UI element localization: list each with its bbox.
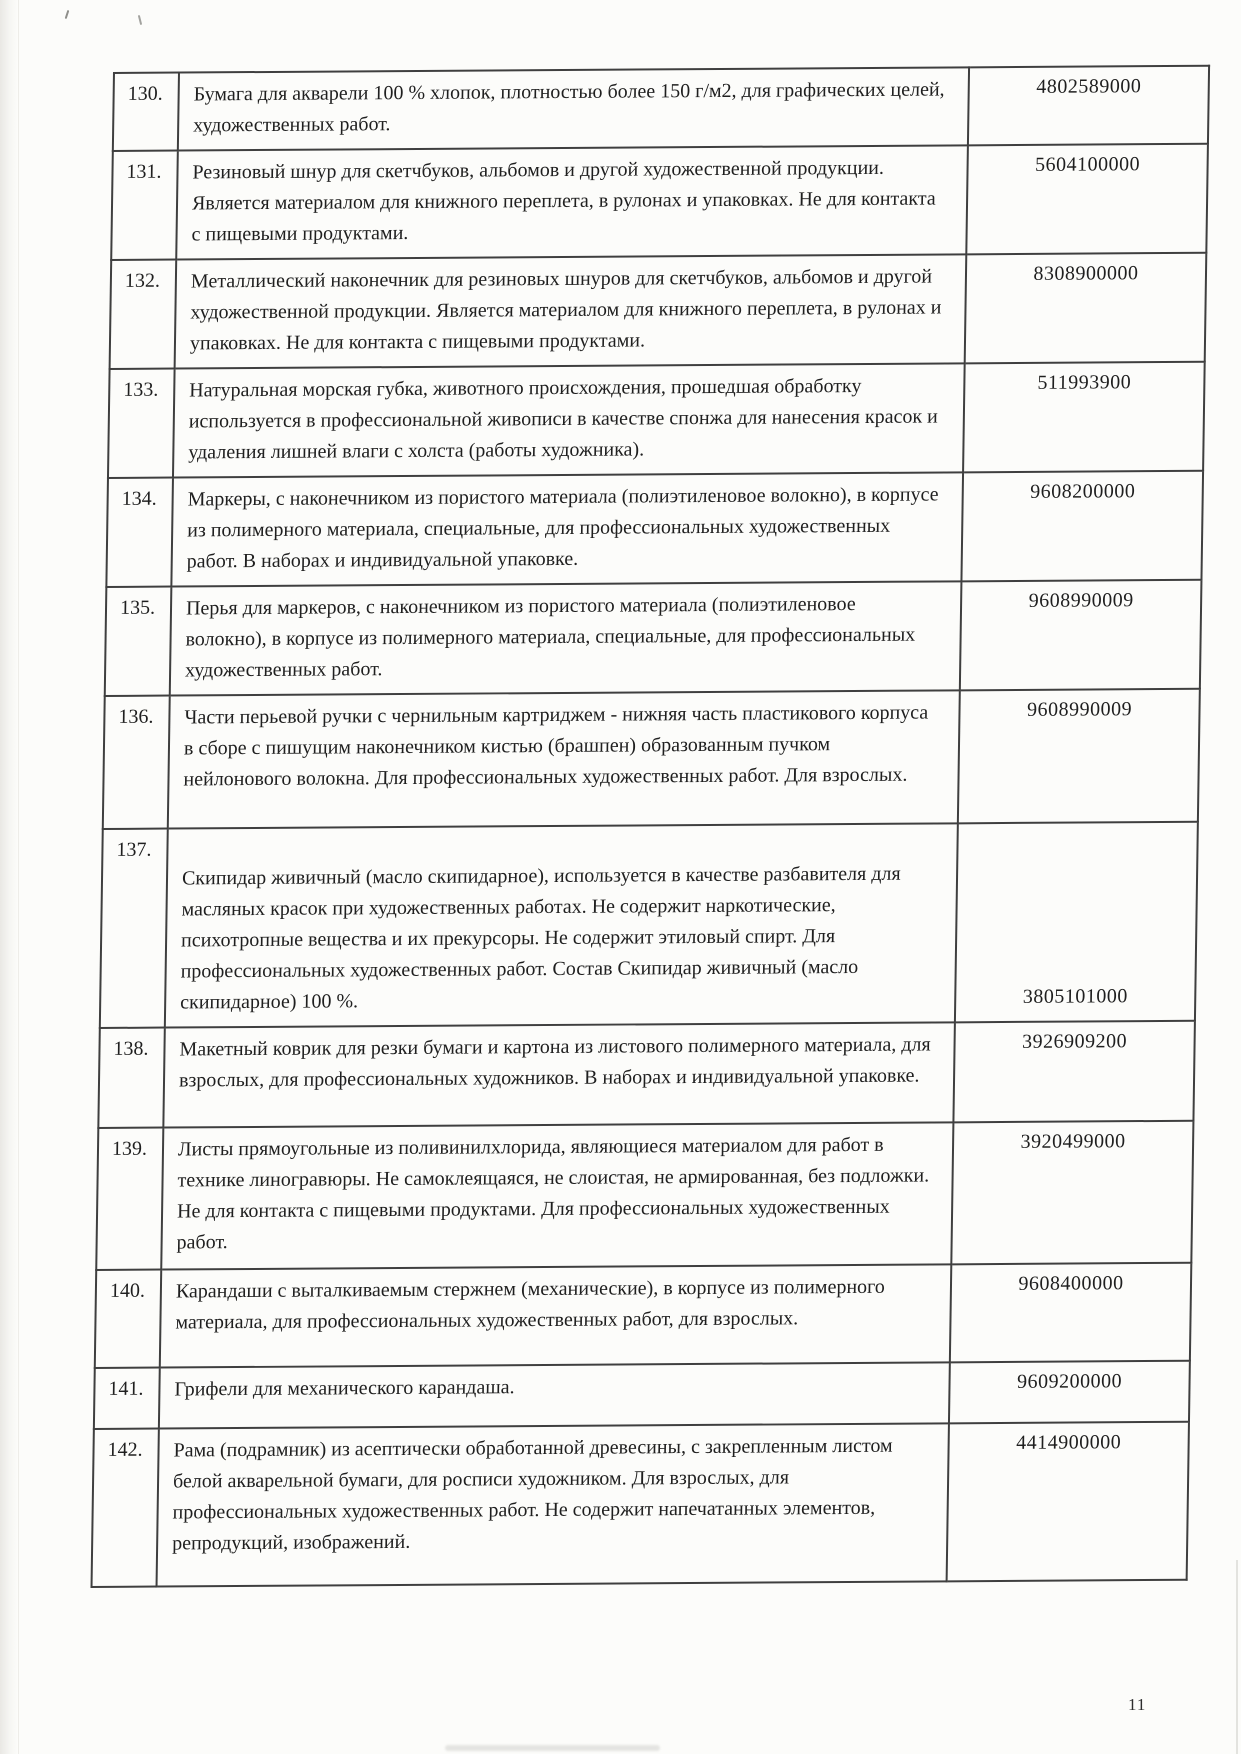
- row-description-cell: Скипидар живичный (масло скипидарное), используется в качестве разбавителя для масляных красок при художественных работах. Не содержит наркотические, психотропные вещества и их прекурсоры. Не содержит этиловый спирт. Для профессиональных художественных работ. Состав Скипидар живичный (масло скипидарное) 100 %.: [165, 823, 958, 1027]
- goods-table-body: [92, 66, 1210, 1587]
- row-description-cell: Бумага для акварели 100 % хлопок, плотностью более 150 г/м2, для графических целей, художественных работ.: [178, 67, 969, 150]
- table-row: [94, 1361, 1190, 1429]
- row-code-cell: 3805101000: [955, 822, 1198, 1023]
- row-description-cell: Металлический наконечник для резиновых шнуров для скетчбуков, альбомов и другой художественной продукции. Является материалом для книжного переплета, в рулонах и упаковках. Не для контакта с пищевыми продуктами.: [175, 254, 967, 368]
- row-description-cell: Перья для маркеров, с наконечником из пористого материала (полиэтиленовое волокно), в корпусе из полимерного материала, специальные, для профессиональных художественных работ.: [170, 581, 962, 695]
- row-number-cell: 136.: [103, 696, 170, 829]
- row-code-cell: 3926909200: [953, 1021, 1195, 1123]
- row-description-cell: Маркеры, с наконечником из пористого материала (полиэтиленовое волокно), в корпусе из полимерного материала, специальные, для профессиональных художественных работ. В наборах и индивидуальной упаковке.: [171, 472, 963, 586]
- row-number-cell: 135.: [105, 587, 172, 696]
- table-row: [110, 253, 1207, 369]
- row-number-cell: 134.: [106, 478, 173, 587]
- row-code-cell: 9609200000: [949, 1361, 1190, 1424]
- row-description-cell: Резиновый шнур для скетчбуков, альбомов и другой художественной продукции. Является материалом для книжного переплета, в рулонах и упаковках. Не для контакта с пищевыми продуктами.: [176, 145, 968, 259]
- table-row: [103, 689, 1200, 829]
- scan-speck-artifact: [138, 15, 142, 25]
- row-number-cell: 138.: [98, 1028, 164, 1128]
- row-number-cell: 130.: [113, 73, 179, 151]
- row-code-cell: 5604100000: [966, 144, 1208, 255]
- table-row: [111, 144, 1208, 260]
- row-number-cell: 137.: [100, 829, 168, 1028]
- row-code-cell: 9608200000: [961, 471, 1203, 582]
- row-number-cell: 139.: [96, 1128, 163, 1270]
- row-number-cell: 140.: [95, 1270, 161, 1368]
- row-number-cell: 142.: [92, 1429, 159, 1587]
- row-description-cell: Макетный коврик для резки бумаги и картона из листового полимерного материала, для взрослых, для профессиональных художников. В наборах и индивидуальной упаковке.: [163, 1022, 955, 1127]
- goods-table-wrapper: [91, 65, 1211, 1588]
- row-code-cell: 4802589000: [968, 66, 1209, 146]
- row-code-cell: 4414900000: [947, 1422, 1189, 1582]
- row-code-cell: 511993900: [963, 362, 1205, 473]
- row-code-cell: 9608990009: [960, 580, 1202, 691]
- row-code-cell: 8308900000: [965, 253, 1207, 364]
- row-number-cell: 132.: [110, 260, 177, 369]
- row-number-cell: 141.: [94, 1368, 160, 1429]
- row-number-cell: 133.: [108, 369, 175, 478]
- row-code-cell: 9608990009: [958, 689, 1200, 824]
- row-description-cell: Натуральная морская губка, животного происхождения, прошедшая обработку используется в профессиональной живописи в качестве спонжа для нанесения красок и удаления лишней влаги с холста (работы художника).: [173, 363, 965, 477]
- row-description-cell: Листы прямоугольные из поливинилхлорида, являющиеся материалом для работ в технике линогравюры. Не самоклеящаяся, не слоистая, не армированная, без подложки. Не для контакта с пищевыми продуктами. Для профессиональных художественных работ.: [161, 1122, 953, 1269]
- scan-smudge-artifact: [445, 1745, 660, 1751]
- table-row: [95, 1263, 1192, 1368]
- goods-table: [91, 65, 1211, 1588]
- scan-edge-artifact-right: [1236, 1560, 1238, 1754]
- row-description-cell: Карандаши с выталкиваемым стержнем (механические), в корпусе из полимерного материала, для профессиональных художественных работ, для взрослых.: [160, 1264, 952, 1367]
- table-row: [105, 580, 1202, 696]
- table-row: [92, 1422, 1189, 1587]
- row-description-cell: Рама (подрамник) из асептически обработанной древесины, с закрепленным листом белой акварельной бумаги, для росписи художником. Для взрослых, для профессиональных художественных работ. Не содержит напечатанных элементов, репродукций, изображений.: [157, 1423, 949, 1586]
- scan-speck-artifact: [65, 10, 70, 19]
- table-row: [100, 822, 1198, 1028]
- table-row: [108, 362, 1205, 478]
- row-description-cell: Грифели для механического карандаша.: [159, 1362, 950, 1428]
- table-row: [98, 1021, 1195, 1128]
- scan-edge-artifact-left: [0, 0, 19, 1754]
- table-row: [106, 471, 1203, 587]
- row-code-cell: 9608400000: [950, 1263, 1191, 1363]
- row-number-cell: 131.: [111, 151, 178, 260]
- row-code-cell: 3920499000: [951, 1121, 1193, 1265]
- page-number: 11: [1128, 1695, 1147, 1714]
- table-row: [96, 1121, 1193, 1270]
- table-row: [113, 66, 1209, 151]
- row-description-cell: Части перьевой ручки с чернильным картриджем - нижняя часть пластикового корпуса в сборе с пишущим наконечником кистью (брашпен) образованным пучком нейлонового волокна. Для профессиональных художественных работ. Для взрослых.: [168, 690, 960, 828]
